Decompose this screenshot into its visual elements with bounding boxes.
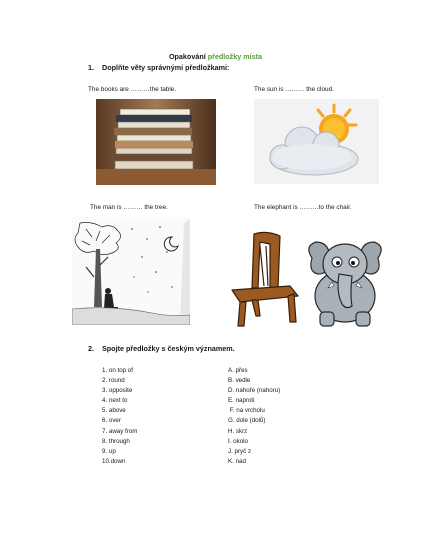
list-item: F. na vrcholu bbox=[228, 407, 265, 415]
prepositions-english-list bbox=[102, 366, 137, 467]
sentence-sun: The sun is ……… the cloud. bbox=[254, 86, 334, 93]
list-item: K. nad bbox=[228, 457, 246, 465]
exercise-2-number: 2. bbox=[88, 344, 94, 353]
list-item: I. okolo bbox=[228, 437, 248, 445]
list-item: 5. above bbox=[102, 407, 126, 415]
list-item: 1. on top of bbox=[102, 367, 133, 374]
prepositions-czech-list bbox=[228, 366, 280, 467]
list-item: J. pryč z bbox=[228, 447, 252, 455]
list-item: 9. up bbox=[102, 447, 116, 455]
list-item: 7. away from bbox=[102, 427, 138, 435]
sentence-man: The man is ……… the tree. bbox=[90, 204, 168, 211]
man-under-tree-image bbox=[72, 217, 190, 325]
exercise-2-heading bbox=[88, 344, 235, 353]
elephant-chair-image bbox=[226, 230, 394, 328]
list-item: 8. through bbox=[102, 437, 130, 445]
list-item: 10.down bbox=[102, 457, 126, 465]
list-item: D. nahoře (nahoru) bbox=[228, 387, 281, 395]
list-item: 4. next to bbox=[102, 397, 128, 405]
list-item: B. vedle bbox=[228, 377, 251, 385]
exercise-1-text: Doplňte věty správnými předložkami: bbox=[102, 63, 230, 72]
list-item: A. přes bbox=[228, 367, 248, 374]
sentence-books: The books are ………the table. bbox=[88, 86, 177, 93]
exercise-1-number: 1. bbox=[88, 63, 94, 72]
title-main: Opakování bbox=[168, 52, 206, 61]
list-item: E. naproti bbox=[228, 397, 255, 405]
title-highlight: předložky místa bbox=[207, 52, 263, 61]
page-title bbox=[0, 52, 431, 61]
list-item: H. skrz bbox=[228, 427, 248, 435]
exercise-2-text: Spojte předložky s českým významem. bbox=[102, 344, 235, 353]
list-item: 6. over bbox=[102, 417, 121, 425]
list-item: 2. round bbox=[102, 377, 125, 385]
exercise-1-heading bbox=[88, 63, 229, 72]
books-stack-image bbox=[96, 99, 216, 185]
list-item: 3. opposite bbox=[102, 387, 133, 395]
sentence-elephant: The elephant is ………to the chair. bbox=[254, 204, 352, 211]
sun-cloud-image bbox=[254, 99, 379, 184]
list-item: G. dole (dolů) bbox=[228, 417, 266, 425]
